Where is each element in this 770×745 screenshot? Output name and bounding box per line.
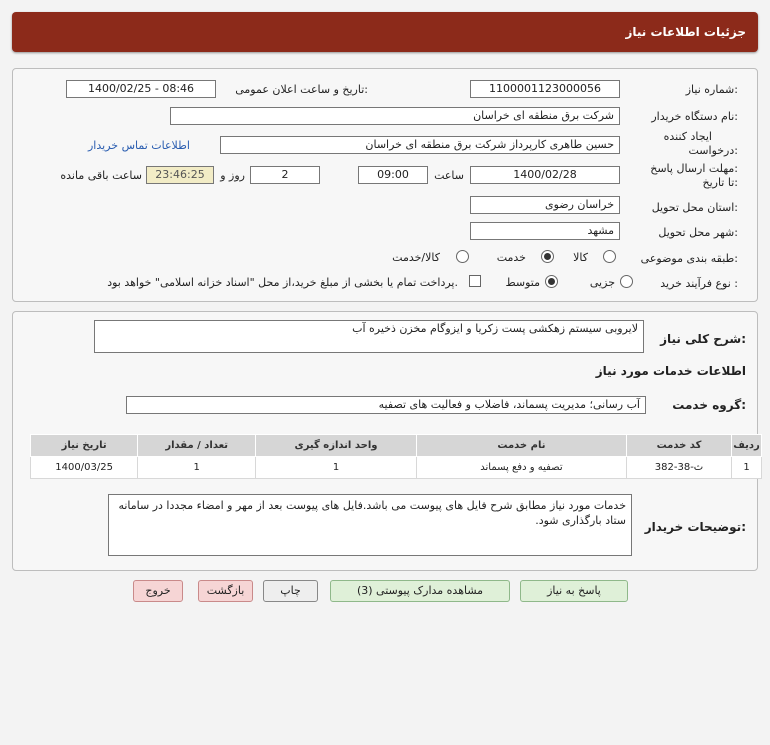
category-goods-service-label: کالا/خدمت (392, 251, 440, 264)
category-service-label: خدمت (496, 251, 526, 264)
services-table (30, 434, 762, 479)
process-partial-label: جزیی (589, 276, 615, 289)
category-goods-radio[interactable] (603, 250, 616, 263)
service-group-field[interactable]: آب رسانی؛ مدیریت پسماند، فاضلاب و فعالیت های تصفیه (126, 396, 646, 414)
process-medium-label: متوسط (505, 276, 540, 289)
col-name-header: نام خدمت (416, 435, 626, 457)
province-field[interactable]: خراسان رضوی (470, 196, 620, 214)
back-button[interactable]: بازگشت (198, 580, 253, 602)
buyer-notes-field[interactable]: خدمات مورد نیاز مطابق شرح فایل های پیوست می باشد.فایل های پیوست بعد از مهر و امضاء مجددا در سامانه ستاد بارگذاری شود. (108, 494, 632, 556)
category-goods-label: کالا (573, 251, 588, 264)
cell-row: 1 (732, 457, 762, 479)
table-row[interactable] (31, 457, 762, 479)
province-label: استان محل تحویل: (651, 201, 738, 214)
description-field[interactable]: لایروبی سیستم زهکشی پست زکریا و ایزوگام مخزن ذخیره آب (94, 320, 644, 353)
col-code-header: کد خدمت (626, 435, 731, 457)
days-label: روز و (220, 169, 245, 182)
creator-label: ایجاد کننده (663, 130, 712, 143)
treasury-payment-note: پرداخت تمام یا بخشی از مبلغ خرید،از محل "اسناد خزانه اسلامی" خواهد بود. (107, 276, 458, 289)
deadline-label: مهلت ارسال پاسخ: (650, 162, 738, 175)
remaining-label: ساعت باقی مانده (60, 169, 142, 182)
deadline-time-label: ساعت (434, 169, 464, 182)
service-group-label: گروه خدمت: (672, 398, 746, 412)
header-bar (12, 12, 758, 52)
col-row-header: ردیف (732, 435, 762, 457)
creator-label-2: درخواست: (688, 144, 738, 157)
cell-code: ث-38-382 (626, 457, 731, 479)
deadline-date-field[interactable]: 1400/02/28 (470, 166, 620, 184)
table-header-row (31, 435, 762, 457)
print-button[interactable]: چاپ (263, 580, 318, 602)
days-field[interactable]: 2 (250, 166, 320, 184)
services-section-title: اطلاعات خدمات مورد نیاز (595, 364, 746, 378)
description-label: شرح کلی نیاز: (660, 332, 746, 346)
deadline-label-2: تا تاریخ: (702, 176, 738, 189)
city-field[interactable]: مشهد (470, 222, 620, 240)
city-label: شهر محل تحویل: (658, 226, 738, 239)
process-partial-radio[interactable] (620, 275, 633, 288)
col-date-header: تاریخ نیاز (31, 435, 138, 457)
buyer-org-label: نام دستگاه خریدار: (651, 110, 738, 123)
category-service-radio[interactable] (541, 250, 554, 263)
announce-datetime-field[interactable]: 1400/02/25 - 08:46 (66, 80, 216, 98)
contact-info-link[interactable]: اطلاعات تماس خریدار (88, 139, 190, 152)
cell-name: تصفیه و دفع پسماند (416, 457, 626, 479)
cell-unit: 1 (256, 457, 417, 479)
category-goods-service-radio[interactable] (456, 250, 469, 263)
reply-button[interactable]: پاسخ به نیاز (520, 580, 628, 602)
view-attachments-button[interactable]: مشاهده مدارک پیوستی (3) (330, 580, 510, 602)
exit-button[interactable]: خروج (133, 580, 183, 602)
category-label: طبقه بندی موضوعی: (640, 252, 738, 265)
cell-date: 1400/03/25 (31, 457, 138, 479)
col-qty-header: تعداد / مقدار (138, 435, 256, 457)
buyer-notes-label: توضیحات خریدار: (644, 520, 746, 534)
remaining-time-field: 23:46:25 (146, 166, 214, 184)
need-info-panel (12, 68, 758, 302)
deadline-time-field[interactable]: 09:00 (358, 166, 428, 184)
need-number-field[interactable]: 1100001123000056 (470, 80, 620, 98)
page-title: جزئیات اطلاعات نیاز (625, 25, 746, 39)
cell-qty: 1 (138, 457, 256, 479)
process-medium-radio[interactable] (545, 275, 558, 288)
col-unit-header: واحد اندازه گیری (256, 435, 417, 457)
creator-field[interactable]: حسین طاهری کارپرداز شرکت برق منطقه ای خراسان (220, 136, 620, 154)
buyer-org-field[interactable]: شرکت برق منطقه ای خراسان (170, 107, 620, 125)
process-type-label: نوع فرآیند خرید : (660, 277, 738, 290)
treasury-payment-checkbox[interactable] (469, 275, 481, 287)
services-table-wrap (30, 434, 762, 479)
need-number-label: شماره نیاز: (685, 83, 738, 96)
announce-label: تاریخ و ساعت اعلان عمومی: (235, 83, 368, 96)
